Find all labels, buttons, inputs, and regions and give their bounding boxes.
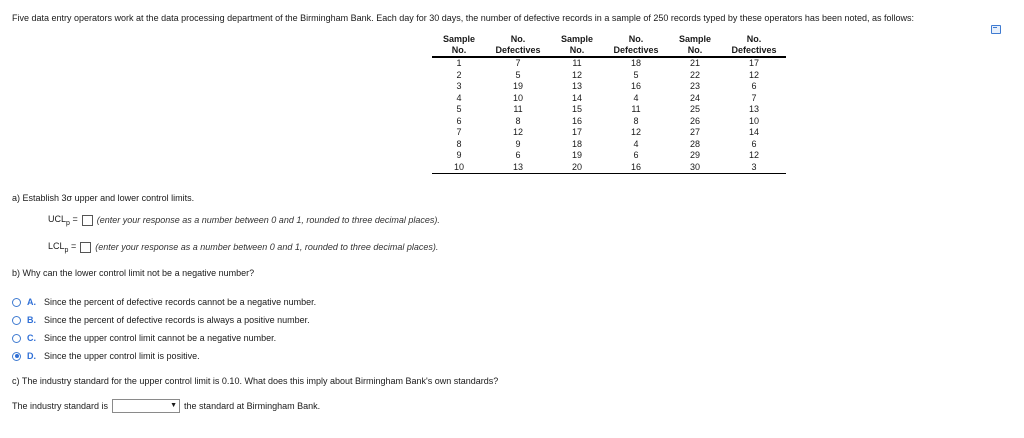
- defectives-cell: 13: [486, 162, 550, 174]
- defectives-cell: 12: [748, 150, 759, 160]
- defectives-cell: 3: [722, 162, 786, 174]
- ucl-input[interactable]: [82, 215, 93, 226]
- sample-no-cell: 7: [456, 127, 462, 137]
- sample-no-cell: 6: [456, 115, 462, 126]
- defectives-cell: 12: [748, 69, 759, 80]
- defectives-cell: 6: [633, 150, 639, 160]
- table-row: [432, 116, 786, 128]
- ucl-hint: (enter your response as a number between 0 and 1, rounded to three decimal places).: [96, 215, 440, 226]
- defectives-cell: 8: [633, 115, 639, 126]
- defectives-cell: 7: [751, 92, 757, 103]
- defectives-cell: 6: [515, 150, 521, 160]
- sample-no-cell: 5: [456, 104, 462, 114]
- sample-no-cell: 26: [689, 115, 700, 126]
- defectives-cell: 4: [633, 92, 639, 103]
- header-defectives-1: No. Defectives: [486, 34, 550, 57]
- defectives-cell: 4: [633, 138, 639, 149]
- sample-no-cell: 23: [689, 81, 700, 91]
- defects-table: [432, 34, 786, 174]
- defectives-cell: 13: [748, 104, 759, 114]
- option-a[interactable]: [12, 297, 316, 307]
- sample-no-cell: 27: [689, 127, 700, 137]
- option-b[interactable]: [12, 315, 310, 325]
- header-sample-2: Sample No.: [550, 34, 604, 57]
- defectives-cell: 12: [512, 127, 523, 137]
- problem-statement: Five data entry operators work at the data processing department of the Birmingham Bank. Each day for 30 days, the number of defective records in a sample of 250 records typed by these operators has been noted, as follows:: [12, 13, 914, 23]
- sample-no-cell: 17: [571, 127, 582, 137]
- sample-no-cell: 20: [550, 162, 604, 174]
- table-row: [432, 70, 786, 82]
- defectives-cell: 11: [513, 104, 523, 114]
- sample-no-cell: 9: [456, 150, 462, 160]
- part-c-question: c) The industry standard for the upper control limit is 0.10. What does this imply about Birmingham Bank's own standards?: [12, 376, 499, 386]
- option-c[interactable]: [12, 333, 276, 343]
- sample-no-cell: 28: [689, 138, 700, 149]
- defectives-cell: 18: [630, 58, 641, 68]
- lcl-input[interactable]: [80, 242, 91, 253]
- header-sample-3: Sample No.: [668, 34, 722, 57]
- defectives-cell: 8: [515, 115, 521, 126]
- sample-no-cell: 3: [456, 81, 462, 91]
- option-c-text: Since the upper control limit cannot be a negative number.: [44, 333, 277, 343]
- lcl-label: $LCL_p$ =: [48, 241, 77, 254]
- table-row: [432, 93, 786, 105]
- dropdown-arrow-icon[interactable]: ▼: [170, 402, 178, 409]
- defectives-cell: 6: [751, 138, 757, 149]
- sample-no-cell: 12: [571, 69, 582, 80]
- lcl-row: [48, 241, 438, 254]
- sample-no-cell: 30: [668, 162, 722, 174]
- defectives-cell: 12: [630, 127, 641, 137]
- sample-no-cell: 25: [689, 104, 700, 114]
- part-a-question: a) Establish 3σ upper and lower control limits.: [12, 193, 195, 203]
- sample-no-cell: 1: [456, 58, 462, 68]
- sample-no-cell: 22: [689, 69, 700, 80]
- ucl-label: $UCL_p$ =: [48, 214, 78, 227]
- part-c-suffix: the standard at Birmingham Bank.: [184, 401, 321, 411]
- ucl-row: [48, 214, 440, 227]
- defectives-cell: 19: [512, 81, 523, 91]
- sample-no-cell: 29: [689, 150, 700, 160]
- table-row: [432, 57, 786, 70]
- table-row: [432, 150, 786, 162]
- radio-d[interactable]: [12, 352, 21, 361]
- part-c-prefix: The industry standard is: [12, 401, 109, 411]
- defectives-cell: 9: [515, 138, 521, 149]
- defectives-cell: 5: [515, 69, 521, 80]
- sample-no-cell: 18: [571, 138, 582, 149]
- sample-no-cell: 2: [456, 69, 462, 80]
- table-row: [432, 139, 786, 151]
- defectives-cell: 6: [751, 81, 757, 91]
- defectives-cell: 16: [604, 162, 668, 174]
- option-d-letter: D.: [27, 351, 36, 361]
- sample-no-cell: 21: [689, 58, 700, 68]
- defectives-cell: 5: [633, 69, 639, 80]
- radio-b[interactable]: [12, 316, 21, 325]
- sample-no-cell: 10: [432, 162, 486, 174]
- radio-c[interactable]: [12, 334, 21, 343]
- sample-no-cell: 11: [572, 58, 582, 68]
- option-b-letter: B.: [27, 315, 36, 325]
- standard-comparison-dropdown[interactable]: [112, 399, 180, 413]
- header-defectives-2: No. Defectives: [604, 34, 668, 57]
- option-b-text: Since the percent of defective records is always a positive number.: [44, 315, 310, 325]
- option-a-text: Since the percent of defective records cannot be a negative number.: [44, 297, 317, 307]
- sample-no-cell: 4: [456, 92, 462, 103]
- table-row: [432, 104, 786, 116]
- copy-data-icon[interactable]: [991, 25, 1001, 34]
- header-sample-1: Sample No.: [432, 34, 486, 57]
- sample-no-cell: 8: [456, 138, 462, 149]
- defectives-cell: 14: [748, 127, 759, 137]
- defectives-cell: 16: [630, 81, 641, 91]
- table-row: [432, 162, 786, 174]
- sample-no-cell: 15: [571, 104, 582, 114]
- part-c-answer-row: [12, 399, 320, 413]
- lcl-hint: (enter your response as a number between 0 and 1, rounded to three decimal places).: [95, 242, 439, 253]
- header-defectives-3: No. Defectives: [722, 34, 786, 57]
- option-c-letter: C.: [27, 333, 36, 343]
- part-b-question: b) Why can the lower control limit not be a negative number?: [12, 268, 255, 278]
- defectives-cell: 10: [512, 92, 523, 103]
- radio-a[interactable]: [12, 298, 21, 307]
- option-d[interactable]: [12, 351, 200, 361]
- table-header-row: [432, 34, 786, 57]
- sample-no-cell: 14: [571, 92, 582, 103]
- sample-no-cell: 16: [571, 115, 582, 126]
- option-d-text: Since the upper control limit is positive.: [44, 351, 200, 361]
- sample-no-cell: 19: [571, 150, 582, 160]
- option-a-letter: A.: [27, 297, 36, 307]
- table-row: [432, 81, 786, 93]
- defectives-cell: 7: [515, 58, 521, 68]
- table-row: [432, 127, 786, 139]
- sample-no-cell: 13: [571, 81, 582, 91]
- sample-no-cell: 24: [689, 92, 700, 103]
- defectives-cell: 17: [748, 58, 759, 68]
- defectives-cell: 11: [631, 104, 641, 114]
- defectives-cell: 10: [748, 115, 759, 126]
